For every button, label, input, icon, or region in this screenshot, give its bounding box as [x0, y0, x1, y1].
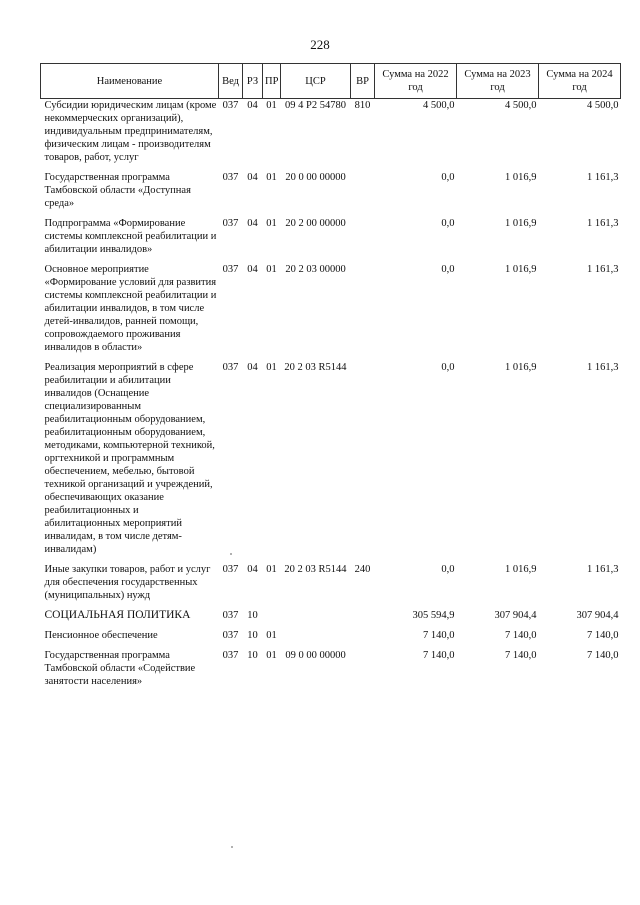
header-vr: ВР: [351, 64, 375, 99]
row-sum-2024: 307 904,4: [576, 610, 619, 621]
row-pr: 01: [266, 564, 277, 575]
row-name: СОЦИАЛЬНАЯ ПОЛИТИКА: [44, 609, 191, 621]
header-pr: ПР: [263, 64, 281, 99]
header-ved: Вед: [219, 64, 243, 99]
table-row: [41, 171, 621, 217]
row-sum-2023: 1 016,9: [505, 362, 537, 373]
row-sum-2022: 0,0: [441, 172, 455, 183]
row-sum-2024: 7 140,0: [587, 650, 619, 661]
row-csr: 20 2 03 R5144: [284, 362, 347, 373]
row-sum-2023: 7 140,0: [505, 630, 537, 641]
header-sum-2022: Сумма на 2022 год: [375, 64, 457, 99]
table-body: [41, 99, 621, 696]
row-sum-2023: 4 500,0: [505, 100, 537, 111]
row-sum-2022: 4 500,0: [423, 100, 455, 111]
row-csr: 20 2 03 00000: [285, 264, 346, 275]
row-sum-2024: 7 140,0: [587, 630, 619, 641]
row-csr: 09 4 P2 54780: [285, 100, 346, 111]
row-pr: 01: [266, 362, 277, 373]
row-sum-2023: 1 016,9: [505, 172, 537, 183]
row-sum-2023: 1 016,9: [505, 564, 537, 575]
row-sum-2022: 0,0: [441, 218, 455, 229]
header-sum-2024: Сумма на 2024 год: [539, 64, 621, 99]
row-rz: 10: [247, 650, 258, 661]
table-row: [41, 263, 621, 361]
row-name: Подпрограмма «Формирование системы комплексной реабилитации и абилитации инвалидов»: [44, 218, 217, 255]
row-ved: 037: [222, 218, 239, 229]
row-sum-2024: 4 500,0: [587, 100, 619, 111]
row-name: Основное мероприятие «Формирование условий для развития системы комплексной реабилитации и абилитации инвалидов, в том числе детей-инвалидов, ранней помощи, сопровождаемого проживания инвалидов в области»: [44, 264, 217, 353]
row-pr: 01: [266, 218, 277, 229]
row-sum-2023: 307 904,4: [494, 610, 537, 621]
table-header-row: [41, 64, 621, 99]
header-name: Наименование: [41, 64, 219, 99]
row-vr: [351, 629, 375, 649]
row-ved: 037: [222, 172, 239, 183]
page-number: 228: [310, 37, 330, 52]
row-sum-2023: 1 016,9: [505, 264, 537, 275]
row-ved: 037: [222, 362, 239, 373]
row-sum-2022: 0,0: [441, 264, 455, 275]
row-csr: [281, 609, 351, 629]
row-vr: [351, 361, 375, 563]
row-vr: [351, 649, 375, 695]
row-ved: 037: [222, 564, 239, 575]
row-vr: 240: [354, 564, 371, 575]
table-row: [41, 361, 621, 563]
row-pr: 01: [266, 630, 277, 641]
row-rz: 04: [247, 264, 258, 275]
row-rz: 04: [247, 172, 258, 183]
row-sum-2022: 7 140,0: [423, 630, 455, 641]
row-pr: 01: [266, 650, 277, 661]
row-ved: 037: [222, 100, 239, 111]
row-sum-2022: 0,0: [441, 564, 455, 575]
row-ved: 037: [222, 650, 239, 661]
row-rz: 04: [247, 100, 258, 111]
table-row: [41, 217, 621, 263]
budget-table: [40, 63, 621, 695]
row-rz: 04: [247, 564, 258, 575]
row-vr: [351, 217, 375, 263]
row-name: Иные закупки товаров, работ и услуг для обеспечения государственных (муниципальных) нужд: [44, 564, 211, 601]
header-sum-2023: Сумма на 2023 год: [457, 64, 539, 99]
row-pr: 01: [266, 100, 277, 111]
row-name: Государственная программа Тамбовской области «Доступная среда»: [44, 172, 191, 209]
row-name: Пенсионное обеспечение: [44, 630, 158, 641]
table-row: [41, 99, 621, 172]
row-name: Субсидии юридическим лицам (кроме некоммерческих организаций), индивидуальным предпринимателям, физическим лицам - производителям товаров, работ, услуг: [44, 100, 217, 163]
row-rz: 10: [247, 610, 258, 621]
row-name: Реализация мероприятий в сфере реабилитации и абилитации инвалидов (Оснащение специализированным реабилитационным оборудованием, реабилитационным оборудованием, методиками, компьютерной техникой, оргтехникой и программным обеспечением, мебелью, бытовой техникой организаций и учреждений, обеспечивающих оказание реабилитационных и абилитационных мероприятий инвалидам, в том числе детям-инвалидам): [44, 362, 215, 555]
row-name: Государственная программа Тамбовской области «Содействие занятости населения»: [44, 650, 196, 687]
header-rz: РЗ: [243, 64, 263, 99]
table-row: [41, 649, 621, 695]
header-csr: ЦСР: [281, 64, 351, 99]
row-csr: 20 2 03 R5144: [284, 564, 347, 575]
row-sum-2022: 305 594,9: [412, 610, 455, 621]
row-ved: 037: [222, 264, 239, 275]
scan-speck: [231, 846, 233, 848]
row-rz: 04: [247, 218, 258, 229]
table-row: [41, 629, 621, 649]
row-ved: 037: [222, 630, 239, 641]
row-sum-2024: 1 161,3: [587, 218, 619, 229]
row-sum-2024: 1 161,3: [587, 172, 619, 183]
row-csr: 20 0 00 00000: [285, 172, 346, 183]
row-vr: 810: [354, 100, 371, 111]
row-vr: [351, 171, 375, 217]
row-csr: [281, 629, 351, 649]
row-sum-2022: 0,0: [441, 362, 455, 373]
row-sum-2024: 1 161,3: [587, 264, 619, 275]
row-ved: 037: [222, 610, 239, 621]
row-vr: [351, 609, 375, 629]
row-csr: 20 2 00 00000: [285, 218, 346, 229]
row-pr: 01: [266, 172, 277, 183]
row-sum-2022: 7 140,0: [423, 650, 455, 661]
row-rz: 04: [247, 362, 258, 373]
table-row: [41, 609, 621, 629]
row-csr: 09 0 00 00000: [285, 650, 346, 661]
row-sum-2024: 1 161,3: [587, 362, 619, 373]
row-sum-2024: 1 161,3: [587, 564, 619, 575]
row-sum-2023: 7 140,0: [505, 650, 537, 661]
row-rz: 10: [247, 630, 258, 641]
scan-speck: [230, 553, 232, 555]
table-row: [41, 563, 621, 609]
row-pr: 01: [266, 264, 277, 275]
row-pr: [263, 609, 281, 629]
row-sum-2023: 1 016,9: [505, 218, 537, 229]
row-vr: [351, 263, 375, 361]
